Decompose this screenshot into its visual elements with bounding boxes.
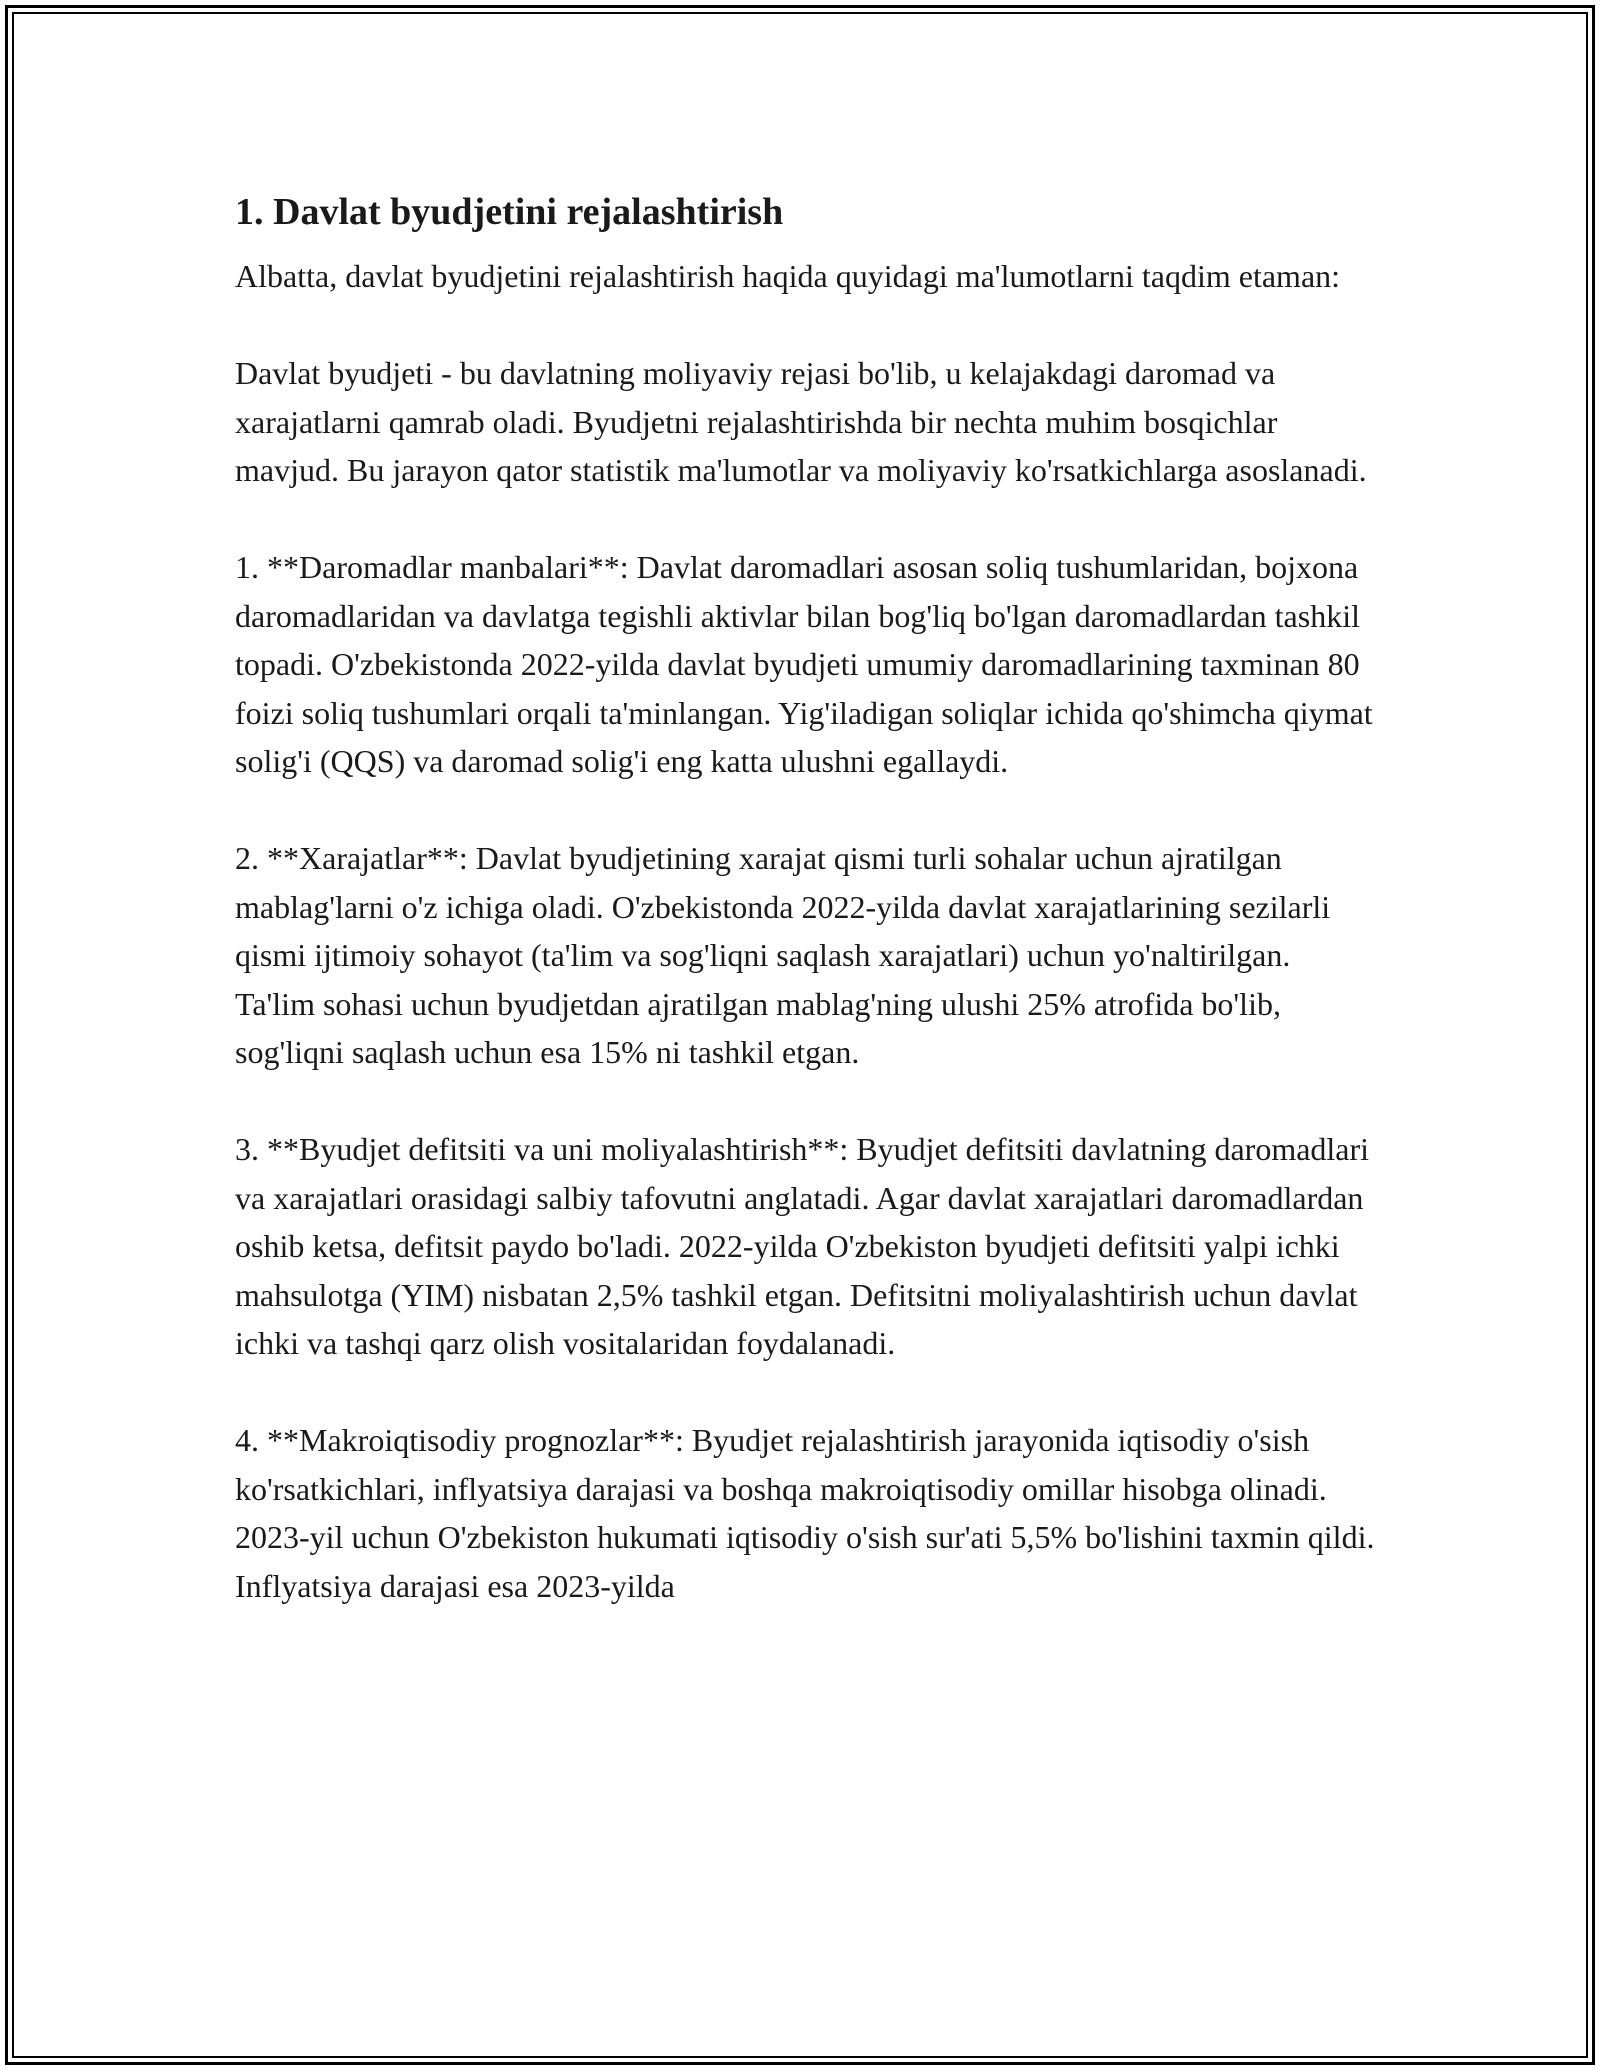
list-item-expenditures: 2. **Xarajatlar**: Davlat byudjetining xarajat qismi turli sohalar uchun ajratilgan mablag'larni o'z ichiga oladi. O'zbekistonda 2022-yilda davlat xarajatlarining sezilarli qismi ijtimoiy sohayot (ta'lim va sog'liqni saqlash xarajatlari) uchun yo'naltirilgan. Ta'lim sohasi uchun byudjetdan ajratilgan mablag'ning ulushi 25% atrofida bo'lib, sog'liqni saqlash uchun esa 15% ni tashkil etgan. <box>235 840 1331 1070</box>
definition-paragraph: Davlat byudjeti - bu davlatning moliyaviy rejasi bo'lib, u kelajakdagi daromad va xarajatlarni qamrab oladi. Byudjetni rejalashtirishda bir nechta muhim bosqichlar mavjud. Bu jarayon qator statistik ma'lumotlar va moliyaviy ko'rsatkichlarga asoslanadi. <box>235 355 1367 488</box>
document-body <box>235 186 1375 1659</box>
list-item-macro-forecasts: 4. **Makroiqtisodiy prognozlar**: Byudjet rejalashtirish jarayonida iqtisodiy o'sish ko'rsatkichlari, inflyatsiya darajasi va boshqa makroiqtisodiy omillar hisobga olinadi. 2023-yil uchun O'zbekiston hukumati iqtisodiy o'sish sur'ati 5,5% bo'lishini taxmin qildi. Inflyatsiya darajasi esa 2023-yilda <box>235 1422 1375 1604</box>
list-item-revenue-sources: 1. **Daromadlar manbalari**: Davlat daromadlari asosan soliq tushumlaridan, bojxona daromadlaridan va davlatga tegishli aktivlar bilan bog'liq bo'lgan daromadlardan tashkil topadi. O'zbekistonda 2022-yilda davlat byudjeti umumiy daromadlarining taxminan 80 foizi soliq tushumlari orqali ta'minlangan. Yig'iladigan soliqlar ichida qo'shimcha qiymat solig'i (QQS) va daromad solig'i eng katta ulushni egallaydi. <box>235 549 1373 779</box>
section-heading: 1. Davlat byudjetini rejalashtirish <box>235 191 784 233</box>
intro-paragraph: Albatta, davlat byudjetini rejalashtirish haqida quyidagi ma'lumotlarni taqdim etaman: <box>235 258 1341 294</box>
list-item-budget-deficit: 3. **Byudjet defitsiti va uni moliyalashtirish**: Byudjet defitsiti davlatning daromadlari va xarajatlari orasidagi salbiy tafovutni anglatadi. Agar davlat xarajatlari daromadlardan oshib ketsa, defitsit paydo bo'ladi. 2022-yilda O'zbekiston byudjeti defitsiti yalpi ichki mahsulotga (YIM) nisbatan 2,5% tashkil etgan. Defitsitni moliyalashtirish uchun davlat ichki va tashqi qarz olish vositalaridan foydalanadi. <box>235 1131 1370 1361</box>
